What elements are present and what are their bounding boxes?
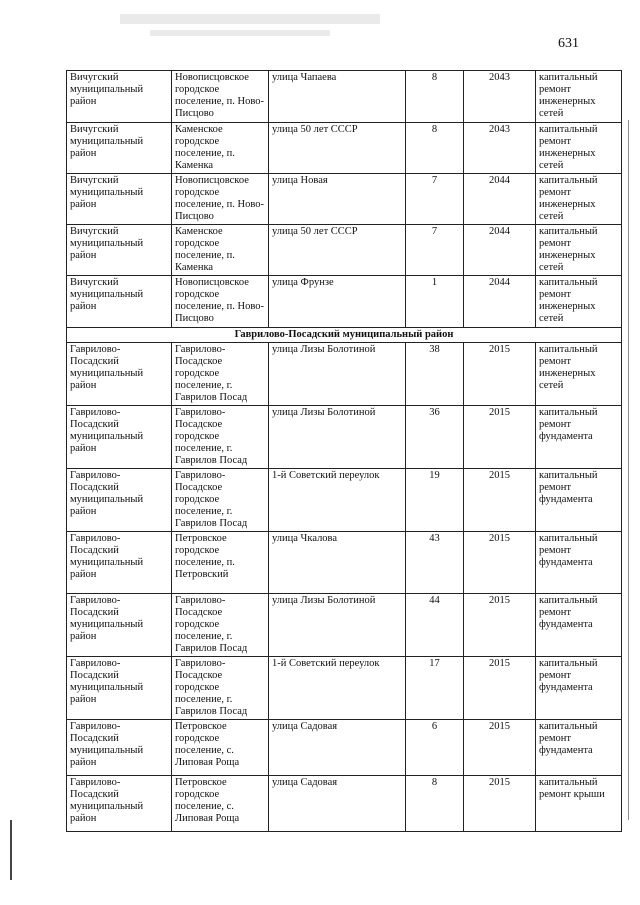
house-number-cell: 19 <box>406 469 464 532</box>
table-row <box>67 276 622 328</box>
year-cell: 2015 <box>464 657 536 720</box>
district-cell: Гаврилово-Посадский муниципальный район <box>67 532 172 594</box>
work-type-cell: капитальный ремонт инженерных сетей <box>536 174 622 225</box>
work-type-cell: капитальный ремонт фундамента <box>536 720 622 776</box>
work-type-cell: капитальный ремонт инженерных сетей <box>536 343 622 406</box>
work-type-cell: капитальный ремонт фундамента <box>536 469 622 532</box>
house-number-cell: 38 <box>406 343 464 406</box>
house-number-cell: 7 <box>406 174 464 225</box>
settlement-cell: Новописцовское городское поселение, п. Ново-Писцово <box>172 71 269 123</box>
year-cell: 2043 <box>464 71 536 123</box>
district-cell: Гаврилово-Посадский муниципальный район <box>67 720 172 776</box>
year-cell: 2044 <box>464 174 536 225</box>
street-cell: улица 50 лет СССР <box>269 225 406 276</box>
table-row <box>67 406 622 469</box>
settlement-cell: Петровское городское поселение, п. Петровский <box>172 532 269 594</box>
table-row <box>67 720 622 776</box>
settlement-cell: Гаврилово-Посадское городское поселение, г. Гаврилов Посад <box>172 406 269 469</box>
work-type-cell: капитальный ремонт инженерных сетей <box>536 276 622 328</box>
district-cell: Вичугский муниципальный район <box>67 71 172 123</box>
district-cell: Гаврилово-Посадский муниципальный район <box>67 406 172 469</box>
district-cell: Вичугский муниципальный район <box>67 174 172 225</box>
table-row <box>67 657 622 720</box>
work-type-cell: капитальный ремонт фундамента <box>536 532 622 594</box>
settlement-cell: Гаврилово-Посадское городское поселение, г. Гаврилов Посад <box>172 657 269 720</box>
year-cell: 2015 <box>464 594 536 657</box>
repair-registry-table <box>66 70 622 832</box>
district-cell: Гаврилово-Посадский муниципальный район <box>67 657 172 720</box>
settlement-cell: Новописцовское городское поселение, п. Ново-Писцово <box>172 276 269 328</box>
year-cell: 2015 <box>464 406 536 469</box>
settlement-cell: Гаврилово-Посадское городское поселение, г. Гаврилов Посад <box>172 594 269 657</box>
work-type-cell: капитальный ремонт инженерных сетей <box>536 225 622 276</box>
district-cell: Гаврилово-Посадский муниципальный район <box>67 594 172 657</box>
table-row <box>67 123 622 174</box>
work-type-cell: капитальный ремонт фундамента <box>536 657 622 720</box>
district-cell: Гаврилово-Посадский муниципальный район <box>67 343 172 406</box>
table-row <box>67 71 622 123</box>
house-number-cell: 44 <box>406 594 464 657</box>
scan-edge-left <box>10 820 12 880</box>
district-cell: Вичугский муниципальный район <box>67 123 172 174</box>
year-cell: 2015 <box>464 532 536 594</box>
table-row <box>67 532 622 594</box>
table-row <box>67 225 622 276</box>
district-cell: Вичугский муниципальный район <box>67 276 172 328</box>
table-row <box>67 469 622 532</box>
street-cell: улица Лизы Болотиной <box>269 594 406 657</box>
year-cell: 2015 <box>464 776 536 832</box>
street-cell: улица Садовая <box>269 720 406 776</box>
house-number-cell: 8 <box>406 71 464 123</box>
scan-smudge-top <box>120 14 380 24</box>
work-type-cell: капитальный ремонт крыши <box>536 776 622 832</box>
street-cell: улица Чапаева <box>269 71 406 123</box>
house-number-cell: 36 <box>406 406 464 469</box>
table-row <box>67 174 622 225</box>
year-cell: 2015 <box>464 343 536 406</box>
street-cell: улица Новая <box>269 174 406 225</box>
street-cell: улица Чкалова <box>269 532 406 594</box>
street-cell: 1-й Советский переулок <box>269 469 406 532</box>
district-cell: Гаврилово-Посадский муниципальный район <box>67 776 172 832</box>
section-header-row <box>67 328 622 343</box>
district-cell: Гаврилово-Посадский муниципальный район <box>67 469 172 532</box>
street-cell: улица Лизы Болотиной <box>269 343 406 406</box>
house-number-cell: 8 <box>406 123 464 174</box>
house-number-cell: 1 <box>406 276 464 328</box>
scan-edge-right <box>628 120 629 820</box>
house-number-cell: 43 <box>406 532 464 594</box>
settlement-cell: Гаврилово-Посадское городское поселение, г. Гаврилов Посад <box>172 343 269 406</box>
house-number-cell: 8 <box>406 776 464 832</box>
table-row <box>67 776 622 832</box>
year-cell: 2044 <box>464 276 536 328</box>
year-cell: 2015 <box>464 469 536 532</box>
house-number-cell: 6 <box>406 720 464 776</box>
district-cell: Вичугский муниципальный район <box>67 225 172 276</box>
street-cell: улица 50 лет СССР <box>269 123 406 174</box>
street-cell: улица Лизы Болотиной <box>269 406 406 469</box>
scan-smudge-top-2 <box>150 30 330 36</box>
street-cell: 1-й Советский переулок <box>269 657 406 720</box>
settlement-cell: Петровское городское поселение, с. Липовая Роща <box>172 776 269 832</box>
work-type-cell: капитальный ремонт фундамента <box>536 406 622 469</box>
year-cell: 2043 <box>464 123 536 174</box>
street-cell: улица Фрунзе <box>269 276 406 328</box>
house-number-cell: 7 <box>406 225 464 276</box>
settlement-cell: Гаврилово-Посадское городское поселение, г. Гаврилов Посад <box>172 469 269 532</box>
house-number-cell: 17 <box>406 657 464 720</box>
settlement-cell: Каменское городское поселение, п. Каменка <box>172 225 269 276</box>
table-row <box>67 594 622 657</box>
street-cell: улица Садовая <box>269 776 406 832</box>
section-title: Гаврилово-Посадский муниципальный район <box>67 328 622 343</box>
work-type-cell: капитальный ремонт инженерных сетей <box>536 71 622 123</box>
year-cell: 2015 <box>464 720 536 776</box>
work-type-cell: капитальный ремонт инженерных сетей <box>536 123 622 174</box>
settlement-cell: Петровское городское поселение, с. Липовая Роща <box>172 720 269 776</box>
year-cell: 2044 <box>464 225 536 276</box>
settlement-cell: Новописцовское городское поселение, п. Ново-Писцово <box>172 174 269 225</box>
work-type-cell: капитальный ремонт фундамента <box>536 594 622 657</box>
page-number: 631 <box>558 36 579 51</box>
table-row <box>67 343 622 406</box>
settlement-cell: Каменское городское поселение, п. Каменка <box>172 123 269 174</box>
